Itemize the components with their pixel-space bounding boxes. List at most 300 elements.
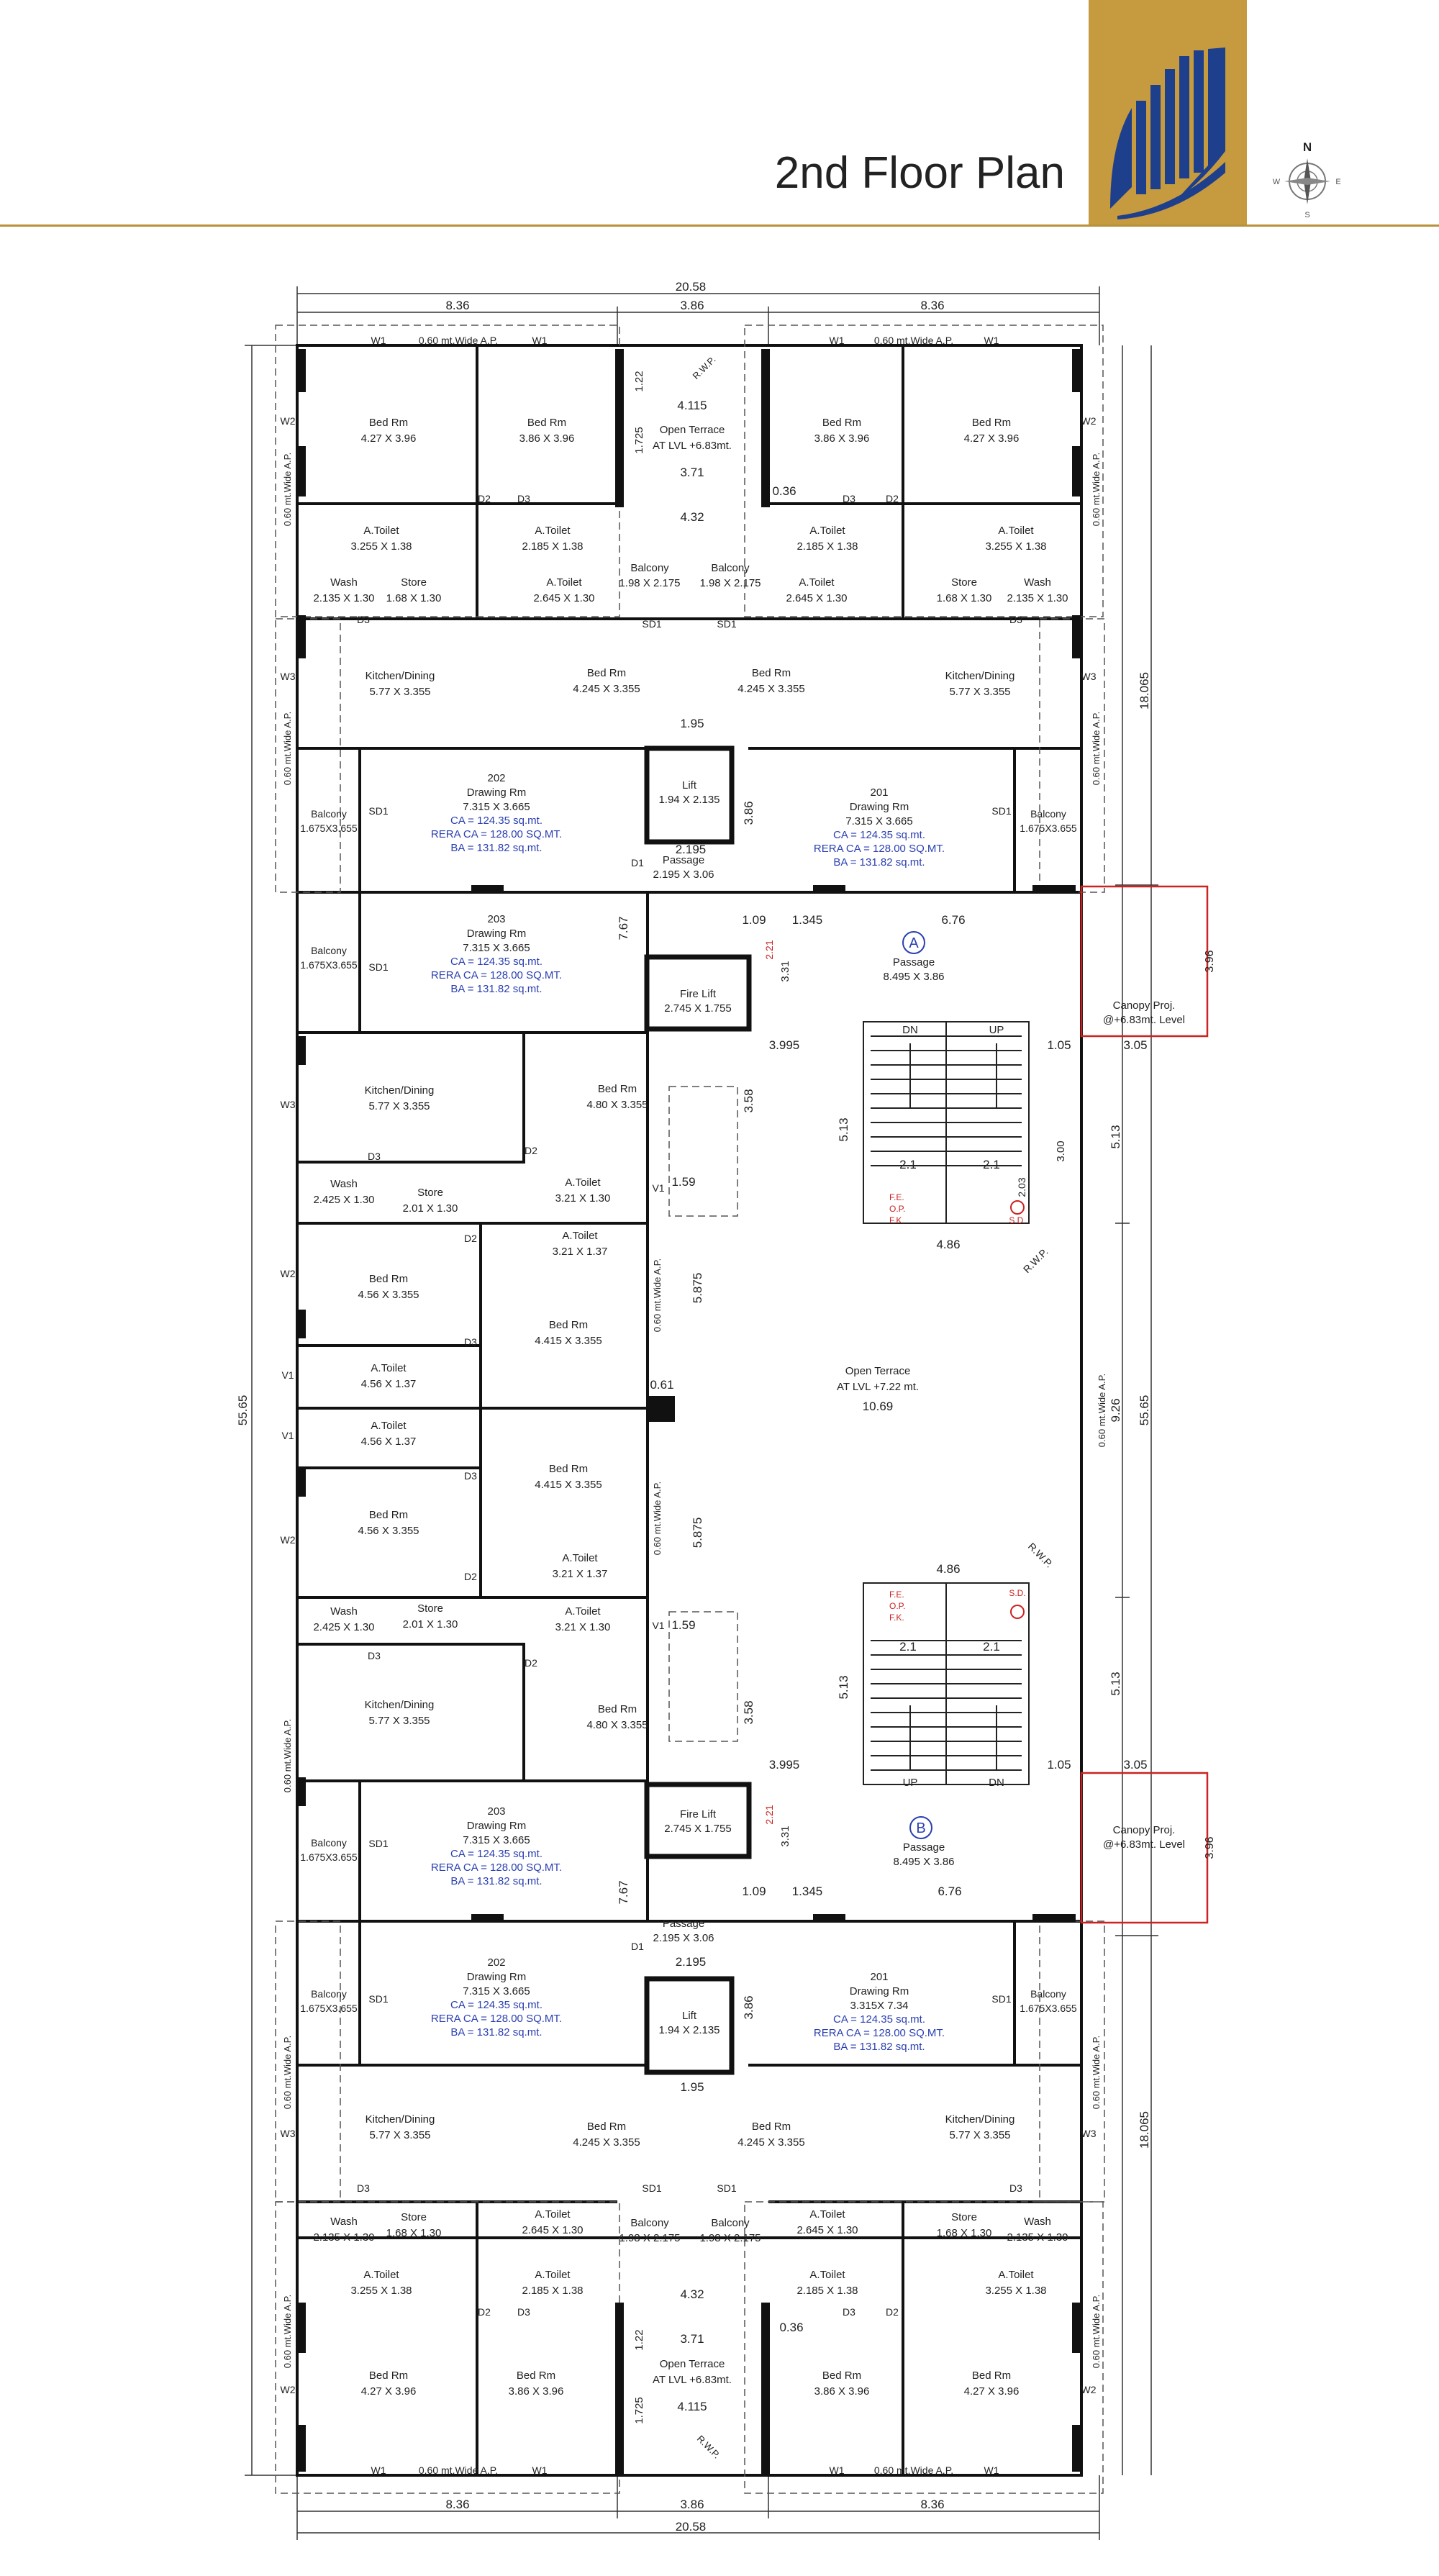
stair-up: UP — [902, 1777, 918, 1789]
dim-label: 7.67 — [617, 916, 630, 940]
room-label: Drawing Rm — [849, 801, 909, 813]
room-label: Wash — [1024, 576, 1051, 589]
built-area: BA = 131.82 sq.mt. — [833, 2041, 925, 2053]
dim-label: 4.115 — [677, 399, 707, 412]
room-size: 5.77 X 3.355 — [368, 1715, 430, 1727]
room-size: 1.68 X 1.30 — [386, 592, 442, 604]
room-size: 2.645 X 1.30 — [796, 2224, 858, 2236]
room-size: 2.195 X 3.06 — [653, 869, 714, 881]
room-label: A.Toilet — [535, 525, 571, 537]
dim-label: 3.86 — [742, 1995, 755, 2020]
fire-equip: O.P. — [889, 1204, 906, 1214]
room-size: 5.77 X 3.355 — [369, 2129, 431, 2141]
room-size: 2.645 X 1.30 — [522, 2224, 584, 2236]
dim-label: 2.1 — [983, 1640, 1000, 1654]
window-w1: W1 — [829, 2464, 845, 2476]
unit-201-top — [699, 417, 1076, 869]
dim-label: 7.67 — [617, 1880, 630, 1905]
dim-label: 4.32 — [680, 2287, 704, 2301]
unit-number: 203 — [487, 1805, 506, 1818]
smoke-detector: S.D. — [1009, 1215, 1026, 1225]
door-sd1: SD1 — [991, 1993, 1012, 2005]
room-label: Kitchen/Dining — [945, 670, 1015, 682]
room-size: 2.645 X 1.30 — [786, 592, 848, 604]
room-size: 5.77 X 3.355 — [949, 2129, 1011, 2141]
window-w3: W3 — [280, 671, 296, 682]
door-sd1: SD1 — [642, 2182, 662, 2194]
room-label: Balcony — [311, 1988, 347, 2000]
door-d2: D2 — [478, 2306, 491, 2318]
door-d2: D2 — [525, 1145, 537, 1156]
room-size: 2.135 X 1.30 — [313, 2231, 375, 2244]
dim-label: 1.05 — [1047, 1758, 1071, 1772]
dim-label: 6.76 — [938, 1885, 962, 1898]
window-w2: W2 — [280, 415, 296, 427]
room-size: 2.425 X 1.30 — [313, 1194, 375, 1206]
dim-middle-bottom: 3.86 — [680, 2498, 704, 2511]
ap-label: 0.60 mt.Wide A.P. — [652, 1258, 663, 1333]
dim-label: 2.1 — [899, 1640, 917, 1654]
dim-zone-mid: 9.26 — [1109, 1398, 1122, 1423]
rera-area: RERA CA = 128.00 SQ.MT. — [430, 969, 563, 981]
fire-equip: F.E. — [889, 1589, 904, 1600]
dim-overall-width-bottom: 20.58 — [675, 2520, 707, 2534]
room-size: 3.21 X 1.30 — [555, 1192, 611, 1205]
dim-label: 5.875 — [691, 1517, 704, 1548]
window-w1: W1 — [532, 335, 548, 346]
room-size: 8.495 X 3.86 — [893, 1856, 955, 1868]
compass-e: E — [1335, 178, 1341, 186]
room-size: 1.675X3.655 — [300, 959, 358, 971]
room-size: 2.185 X 1.38 — [522, 2285, 584, 2297]
window-w2: W2 — [280, 1268, 296, 1279]
room-size: 1.675X3.655 — [300, 1851, 358, 1863]
dim-label: 4.32 — [680, 510, 704, 524]
dim-label: 1.22 — [633, 371, 645, 392]
stair-dn: DN — [902, 1024, 918, 1036]
door-d3: D3 — [464, 1336, 477, 1348]
room-label: Drawing Rm — [466, 786, 527, 799]
room-label: Drawing Rm — [466, 1820, 527, 1832]
room-size: 4.415 X 3.355 — [535, 1335, 602, 1347]
room-label: A.Toilet — [799, 576, 835, 589]
room-label: A.Toilet — [546, 576, 582, 589]
carpet-area: CA = 124.35 sq.mt. — [450, 956, 543, 968]
room-size: 1.675X3.655 — [300, 822, 358, 834]
door-d2: D2 — [478, 493, 491, 504]
room-label: Wash — [330, 1178, 358, 1190]
room-label: Balcony — [311, 1837, 347, 1849]
door-d3: D3 — [843, 2306, 855, 2318]
room-size: 4.27 X 3.96 — [360, 2385, 417, 2398]
room-label: A.Toilet — [371, 1420, 407, 1432]
room-label: Bed Rm — [751, 2121, 791, 2133]
dim-label: 0.61 — [650, 1378, 674, 1392]
room-size: 4.80 X 3.355 — [586, 1719, 648, 1731]
room-size: 4.56 X 1.37 — [360, 1436, 417, 1448]
dimension-top — [297, 286, 1099, 345]
terrace-level: AT LVL +7.22 mt. — [836, 1381, 920, 1393]
fire-equip: F.E. — [889, 1192, 904, 1202]
ap-label: 0.60 mt.Wide A.P. — [1097, 1373, 1107, 1448]
rwp-label: R.W.P. — [1025, 1540, 1056, 1570]
ap-label: 0.60 mt.Wide A.P. — [282, 452, 293, 527]
fire-equip: F.K. — [889, 1613, 904, 1623]
vent-v1: V1 — [652, 1620, 665, 1631]
room-size: 2.645 X 1.30 — [533, 592, 595, 604]
room-size: 2.135 X 1.30 — [1007, 592, 1068, 604]
dim-label: 1.725 — [633, 427, 645, 454]
room-label: A.Toilet — [363, 525, 399, 537]
dim-label: 4.86 — [936, 1238, 961, 1251]
dim-label: 1.345 — [791, 1885, 823, 1898]
room-size: 4.27 X 3.96 — [360, 432, 417, 445]
room-label: Bed Rm — [548, 1319, 589, 1331]
dim-label: 1.05 — [1047, 1038, 1071, 1052]
passage-b — [742, 1758, 1216, 1898]
room-size: 7.315 X 3.665 — [463, 942, 530, 954]
room-label: A.Toilet — [535, 2269, 571, 2281]
door-sd1: SD1 — [717, 618, 737, 630]
carpet-area: CA = 124.35 sq.mt. — [833, 829, 925, 841]
compass-n: N — [1302, 140, 1312, 154]
dim-label: 3.995 — [768, 1758, 800, 1772]
dim-label: 3.86 — [742, 801, 755, 825]
room-label: Wash — [330, 576, 358, 589]
room-size: 7.315 X 3.665 — [845, 815, 913, 827]
room-size: 1.94 X 2.135 — [658, 794, 720, 806]
dim-label: 1.95 — [680, 717, 704, 730]
carpet-area: CA = 124.35 sq.mt. — [833, 2013, 925, 2026]
room-size: 4.56 X 3.355 — [358, 1289, 419, 1301]
dim-label: 0.36 — [779, 2321, 804, 2334]
built-area: BA = 131.82 sq.mt. — [450, 1875, 543, 1887]
window-w2: W2 — [1081, 2384, 1097, 2395]
window-w1: W1 — [984, 335, 999, 346]
room-label: Store — [417, 1187, 443, 1199]
room-size: 1.675X3.655 — [300, 2003, 358, 2014]
room-label: Wash — [1024, 2216, 1051, 2228]
room-label: Drawing Rm — [466, 1971, 527, 1983]
room-size: 4.245 X 3.355 — [737, 2136, 805, 2149]
core-upper — [653, 779, 731, 1015]
canopy-label: Canopy Proj. — [1112, 999, 1176, 1012]
window-w3: W3 — [280, 2128, 296, 2139]
room-size: 2.185 X 1.38 — [796, 2285, 858, 2297]
room-size: 1.675X3.655 — [1020, 2003, 1077, 2014]
room-size: 3.315X 7.34 — [850, 2000, 909, 2012]
door-d3: D3 — [357, 2182, 370, 2194]
door-d2: D2 — [886, 493, 899, 504]
passage-b-marker: B — [916, 1820, 926, 1836]
rera-area: RERA CA = 128.00 SQ.MT. — [813, 843, 945, 855]
dim-middle-top: 3.86 — [680, 299, 704, 312]
room-size: 1.98 X 2.175 — [699, 2232, 761, 2244]
dim-label: 2.21 — [763, 1805, 775, 1825]
ap-label: 0.60 mt.Wide A.P. — [282, 2035, 293, 2110]
unit-number: 202 — [487, 772, 506, 784]
room-label: Lift — [681, 779, 697, 792]
room-label: Balcony — [630, 562, 669, 574]
dim-label: 0.36 — [772, 484, 796, 498]
room-size: 3.255 X 1.38 — [350, 2285, 412, 2297]
room-label: Bed Rm — [822, 417, 862, 429]
passage-a-marker: A — [909, 935, 919, 951]
room-size: 3.21 X 1.30 — [555, 1621, 611, 1633]
dim-label: 1.59 — [671, 1618, 696, 1632]
room-label: Store — [951, 576, 977, 589]
room-size: 7.315 X 3.665 — [463, 1834, 530, 1846]
dim-label: 1.22 — [633, 2329, 645, 2351]
room-size: 3.86 X 3.96 — [814, 2385, 870, 2398]
room-size: 2.195 X 3.06 — [653, 1932, 714, 1944]
room-label: A.Toilet — [809, 2269, 845, 2281]
carpet-area: CA = 124.35 sq.mt. — [450, 1999, 543, 2011]
room-label: Balcony — [1030, 808, 1066, 820]
page-title: 2nd Floor Plan — [774, 148, 1065, 198]
dim-label: 1.09 — [742, 1885, 766, 1898]
door-sd1: SD1 — [368, 961, 389, 973]
built-area: BA = 131.82 sq.mt. — [833, 856, 925, 869]
room-size: 4.56 X 1.37 — [360, 1378, 417, 1390]
room-size: 3.86 X 3.96 — [508, 2385, 564, 2398]
carpet-area: CA = 124.35 sq.mt. — [450, 815, 543, 827]
door-d3: D3 — [1009, 2182, 1022, 2194]
dim-label: 3.05 — [1123, 1758, 1148, 1772]
room-size: 2.01 X 1.30 — [402, 1202, 458, 1215]
dim-label: 3.71 — [680, 2332, 704, 2346]
open-terrace-mid — [650, 1273, 919, 1548]
room-label: Passage — [892, 956, 935, 969]
dim-overall-height-left: 55.65 — [236, 1394, 250, 1426]
ap-label: 0.60 mt.Wide A.P. — [1091, 711, 1102, 786]
ap-label: 0.60 mt.Wide A.P. — [1091, 452, 1102, 527]
room-size: 4.80 X 3.355 — [586, 1099, 648, 1111]
dim-label: 3.31 — [779, 1826, 791, 1847]
room-label: Store — [951, 2211, 977, 2223]
room-size: 4.245 X 3.355 — [737, 683, 805, 695]
room-label: Balcony — [711, 2217, 750, 2229]
room-label: Fire Lift — [679, 988, 717, 1000]
door-d1: D1 — [631, 1941, 644, 1952]
passage-a — [742, 913, 1216, 1052]
room-size: 1.68 X 1.30 — [936, 2227, 992, 2239]
room-size: 3.255 X 1.38 — [985, 2285, 1047, 2297]
ap-label: 0.60 mt.Wide A.P. — [282, 711, 293, 786]
window-w3: W3 — [1081, 2128, 1097, 2139]
room-label: Bed Rm — [971, 2369, 1012, 2382]
room-label: Kitchen/Dining — [365, 670, 435, 682]
room-label: Lift — [681, 2010, 697, 2022]
room-label: Bed Rm — [597, 1083, 637, 1095]
room-label: Store — [401, 2211, 427, 2223]
vent-v1: V1 — [281, 1369, 294, 1381]
room-label: A.Toilet — [809, 525, 845, 537]
dim-label: 1.725 — [633, 2397, 645, 2424]
window-w1: W1 — [371, 335, 386, 346]
room-size: 2.425 X 1.30 — [313, 1621, 375, 1633]
room-label: Bed Rm — [597, 1703, 637, 1715]
rera-area: RERA CA = 128.00 SQ.MT. — [813, 2027, 945, 2039]
dim-overall-height-right: 55.65 — [1138, 1394, 1151, 1426]
room-label: Wash — [330, 2216, 358, 2228]
open-terrace-bottom — [653, 2287, 804, 2413]
room-size: 7.315 X 3.665 — [463, 1985, 530, 1997]
dim-label: 3.71 — [680, 466, 704, 479]
room-size: 3.21 X 1.37 — [552, 1246, 608, 1258]
dim-left-wing-bottom: 8.36 — [445, 2498, 470, 2511]
terrace-level: AT LVL +6.83mt. — [653, 440, 732, 452]
room-size: 1.675X3.655 — [1020, 822, 1077, 834]
window-w1: W1 — [829, 335, 845, 346]
dim-label: 2.03 — [1016, 1177, 1027, 1197]
built-area: BA = 131.82 sq.mt. — [450, 983, 543, 995]
rwp-label: R.W.P. — [694, 2433, 722, 2461]
room-size: 4.245 X 3.355 — [573, 2136, 640, 2149]
dim-label: 1.09 — [742, 913, 766, 927]
ap-label: 0.60 mt.Wide A.P. — [418, 335, 499, 346]
room-label: Kitchen/Dining — [945, 2113, 1015, 2126]
room-size: 5.77 X 3.355 — [949, 686, 1011, 698]
door-d2: D2 — [886, 2306, 899, 2318]
dim-right-wing-top: 8.36 — [920, 299, 945, 312]
rera-area: RERA CA = 128.00 SQ.MT. — [430, 1861, 563, 1874]
rera-area: RERA CA = 128.00 SQ.MT. — [430, 2013, 563, 2025]
stair-up: UP — [989, 1024, 1004, 1036]
room-label: Bed Rm — [516, 2369, 556, 2382]
room-label: A.Toilet — [562, 1230, 598, 1242]
rwp-label: R.W.P. — [1020, 1246, 1050, 1276]
room-label: Bed Rm — [368, 1509, 409, 1521]
door-d2: D2 — [464, 1233, 477, 1244]
window-w1: W1 — [984, 2464, 999, 2476]
dim-zone-upper: 18.065 — [1138, 672, 1151, 709]
door-sd1: SD1 — [991, 805, 1012, 817]
columns — [297, 349, 1081, 2475]
room-size: 1.68 X 1.30 — [386, 2227, 442, 2239]
room-label: A.Toilet — [565, 1605, 601, 1618]
fire-equip: O.P. — [889, 1601, 906, 1611]
room-size: 5.77 X 3.355 — [368, 1100, 430, 1112]
room-label: A.Toilet — [363, 2269, 399, 2281]
room-label: Passage — [902, 1841, 945, 1854]
window-w1: W1 — [371, 2464, 386, 2476]
dim-right-wing-bottom: 8.36 — [920, 2498, 945, 2511]
dim-label: 3.995 — [768, 1038, 800, 1052]
room-size: 2.135 X 1.30 — [313, 592, 375, 604]
dim-label: 2.195 — [675, 843, 707, 856]
room-size: 8.495 X 3.86 — [883, 971, 945, 983]
ap-label: 0.60 mt.Wide A.P. — [1091, 2294, 1102, 2369]
room-size: 4.56 X 3.355 — [358, 1525, 419, 1537]
window-w3: W3 — [1081, 671, 1097, 682]
room-label: Bed Rm — [586, 2121, 627, 2133]
dim-label: 3.58 — [742, 1700, 755, 1725]
door-d3: D3 — [368, 1151, 381, 1162]
window-w2: W2 — [280, 1534, 296, 1546]
room-size: 5.77 X 3.355 — [369, 686, 431, 698]
door-sd1: SD1 — [717, 2182, 737, 2194]
room-label: A.Toilet — [535, 2208, 571, 2221]
room-label: Bed Rm — [548, 1463, 589, 1475]
opening-labels — [281, 335, 1108, 2476]
ap-label: 0.60 mt.Wide A.P. — [873, 335, 954, 346]
room-size: 3.86 X 3.96 — [519, 432, 575, 445]
canopy-label: Canopy Proj. — [1112, 1824, 1176, 1836]
door-d2: D2 — [525, 1657, 537, 1669]
door-d3: D3 — [464, 1470, 477, 1482]
core-lower — [653, 1808, 731, 2094]
room-size: 4.245 X 3.355 — [573, 683, 640, 695]
dim-label: 1.59 — [671, 1175, 696, 1189]
canopy-level: @+6.83mt. Level — [1102, 1838, 1186, 1851]
dim-label: 1.345 — [791, 913, 823, 927]
dim-label: 5.13 — [837, 1117, 850, 1142]
room-label: Bed Rm — [527, 417, 567, 429]
window-w2: W2 — [1081, 415, 1097, 427]
dim-label: 3.00 — [1055, 1140, 1067, 1162]
unit-number: 203 — [487, 913, 506, 925]
window-w1: W1 — [532, 2464, 548, 2476]
door-d3: D3 — [517, 493, 530, 504]
dim-left-wing-top: 8.36 — [445, 299, 470, 312]
canopy-level: @+6.83mt. Level — [1102, 1014, 1186, 1026]
room-size: 1.98 X 2.175 — [699, 577, 761, 589]
door-d3: D3 — [843, 493, 855, 504]
room-size: 2.01 X 1.30 — [402, 1618, 458, 1631]
door-d3: D3 — [517, 2306, 530, 2318]
room-label: Balcony — [630, 2217, 669, 2229]
room-label: A.Toilet — [809, 2208, 845, 2221]
carpet-area: CA = 124.35 sq.mt. — [450, 1848, 543, 1860]
window-w3: W3 — [280, 1099, 296, 1110]
compass-w: W — [1272, 178, 1281, 186]
room-label: Bed Rm — [586, 667, 627, 679]
room-size: 2.745 X 1.755 — [664, 1002, 732, 1015]
room-label: Balcony — [1030, 1988, 1066, 2000]
vent-v1: V1 — [652, 1182, 665, 1194]
window-w2: W2 — [280, 2384, 296, 2395]
dim-label: 3.96 — [1204, 1836, 1216, 1859]
dim-label: 1.95 — [680, 2080, 704, 2094]
dim-label: 5.13 — [837, 1675, 850, 1700]
ap-label: 0.60 mt.Wide A.P. — [282, 2294, 293, 2369]
room-label: A.Toilet — [562, 1552, 598, 1564]
room-label: Bed Rm — [751, 667, 791, 679]
room-label: Store — [417, 1602, 443, 1615]
dim-label: 3.05 — [1123, 1038, 1148, 1052]
stair-upper — [837, 1024, 1050, 1275]
unit-number: 201 — [870, 786, 889, 799]
room-label: Open Terrace — [659, 2358, 725, 2370]
room-size: 1.68 X 1.30 — [936, 592, 992, 604]
dim-label: 3.58 — [742, 1089, 755, 1113]
vent-v1: V1 — [281, 1430, 294, 1441]
unit-number: 202 — [487, 1956, 506, 1969]
unit-203-upper — [300, 913, 648, 1390]
room-label: Open Terrace — [659, 424, 725, 436]
room-label: Drawing Rm — [466, 928, 527, 940]
room-label: Fire Lift — [679, 1808, 717, 1820]
dimension-left — [245, 345, 302, 2475]
room-label: A.Toilet — [998, 525, 1034, 537]
room-label: A.Toilet — [371, 1362, 407, 1374]
room-label: A.Toilet — [998, 2269, 1034, 2281]
dim-label: 4.115 — [677, 2400, 707, 2413]
room-label: Passage — [662, 1918, 705, 1930]
room-size: 2.135 X 1.30 — [1007, 2231, 1068, 2244]
room-size: 2.745 X 1.755 — [664, 1823, 732, 1835]
